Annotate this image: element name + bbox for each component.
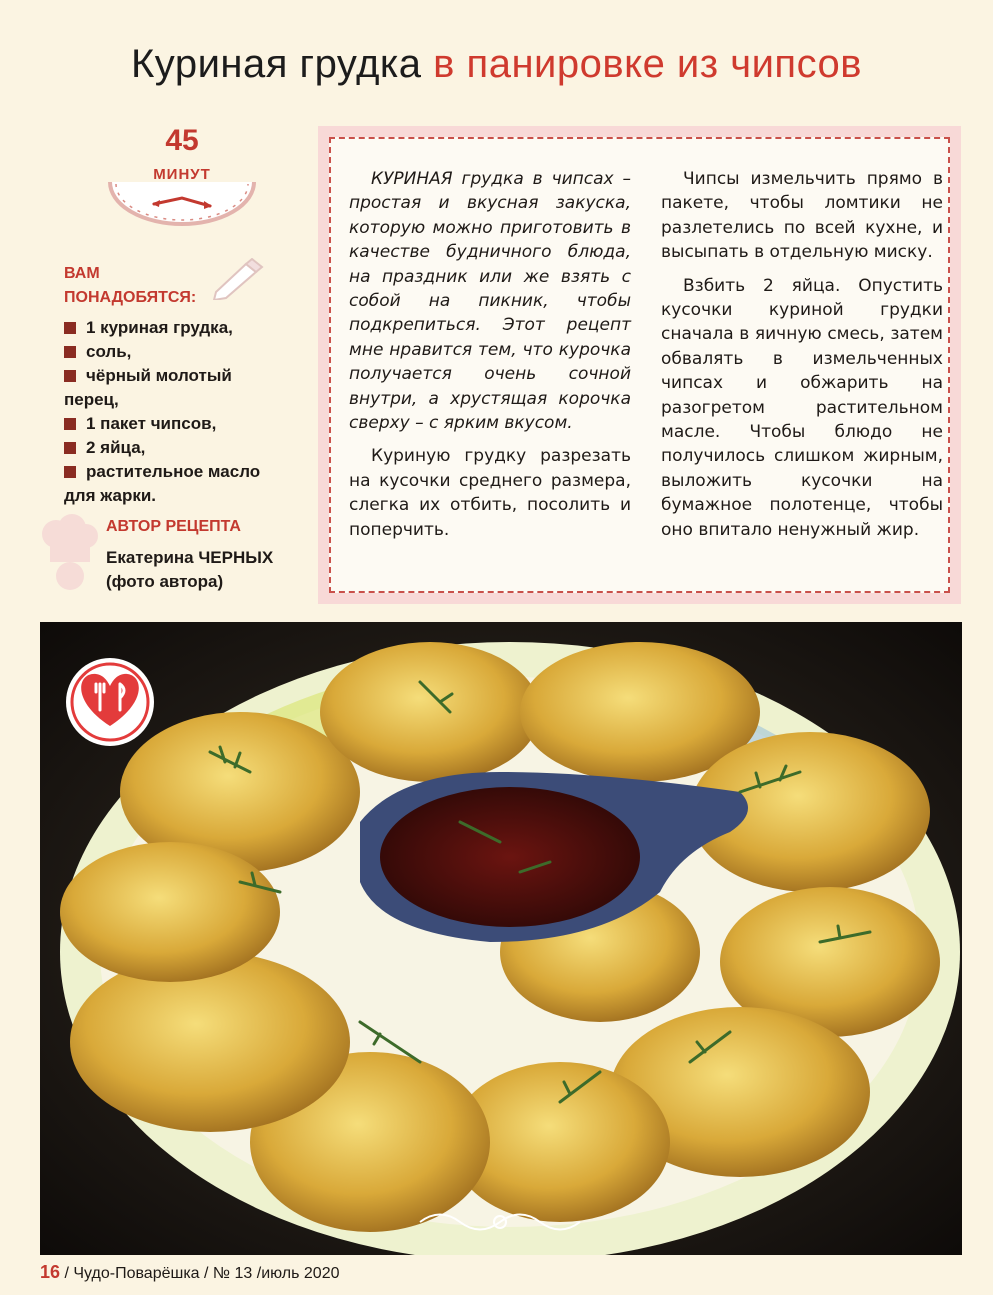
ingredient-text: чёрный молотый перец, — [64, 366, 232, 409]
bullet-square-icon — [64, 442, 76, 454]
page-number: 16 — [40, 1262, 61, 1282]
step-paragraph: Чипсы измельчить прямо в пакете, чтобы ломтики не разлетелись по всей кухне, и высыпать в отдельную миску. — [661, 169, 943, 263]
bullet-square-icon — [64, 418, 76, 430]
list-item — [64, 436, 284, 460]
list-item — [64, 316, 284, 340]
text-column-right — [661, 167, 943, 542]
author-name: Екатерина ЧЕРНЫХ — [106, 548, 274, 567]
title-main: Куриная грудка — [130, 42, 422, 86]
list-item — [64, 340, 284, 364]
author-heading: АВТОР РЕЦЕПТА — [106, 518, 241, 535]
list-item — [64, 364, 284, 412]
photo-credit: (фото автора) — [106, 572, 224, 591]
bullet-square-icon — [64, 466, 76, 478]
step-paragraph: Куриную грудку разрезать на кусочки среднего размера, слегка их отбить, посолить и поперчить. — [349, 446, 631, 540]
ingredients-heading-line1: ВАМ — [64, 265, 100, 282]
ingredients-list — [64, 316, 284, 508]
bullet-square-icon — [64, 370, 76, 382]
time-value: 45 — [165, 124, 199, 157]
heart-utensils-icon — [66, 658, 154, 746]
time-badge — [102, 120, 252, 230]
ingredient-text: 1 куриная грудка, — [86, 318, 233, 337]
title-accent: в панировке из чипсов — [433, 42, 863, 86]
text-column-left — [349, 167, 631, 542]
recipe-text-frame — [329, 137, 950, 593]
ingredient-text: соль, — [86, 342, 132, 361]
list-item — [64, 460, 284, 508]
bullet-square-icon — [64, 322, 76, 334]
ingredient-text: растительное масло для жарки. — [64, 462, 261, 505]
recipe-text-box — [318, 126, 961, 604]
list-item — [64, 412, 284, 436]
pencil-icon — [212, 258, 264, 300]
chef-icon — [38, 514, 100, 596]
magazine-info: / Чудо-Поварёшка / № 13 /июль 2020 — [64, 1265, 340, 1282]
ingredient-text: 2 яйца, — [86, 438, 146, 457]
dish-photo — [40, 622, 962, 1255]
step-paragraph: Взбить 2 яйца. Опустить кусочки куриной грудки сначала в яичную смесь, затем обвалять в измельченных чипсах и обжарить на разогретом растительном масле. Чтобы блюдо не получилось слишком жирным, выложить кусочки на бумажное полотенце, чтобы оно впитало ненужный жир. — [661, 275, 943, 540]
page-footer — [40, 1262, 340, 1283]
ingredient-text: 1 пакет чипсов, — [86, 414, 217, 433]
time-unit: МИНУТ — [153, 166, 211, 183]
author-block — [106, 546, 326, 594]
intro-paragraph: КУРИНАЯ грудка в чипсах – простая и вкусная закуска, которую можно приготовить в качестве будничного блюда, на праздник или же взять с собой на пикник, чтобы подкрепиться. Этот рецепт мне нравится тем, что курочка получается очень сочной внутри, а хрустящая корочка сверху – с ярким вкусом. — [349, 169, 631, 434]
page-title — [0, 42, 993, 87]
bullet-square-icon — [64, 346, 76, 358]
ingredients-heading-line2: ПОНАДОБЯТСЯ: — [64, 289, 197, 306]
